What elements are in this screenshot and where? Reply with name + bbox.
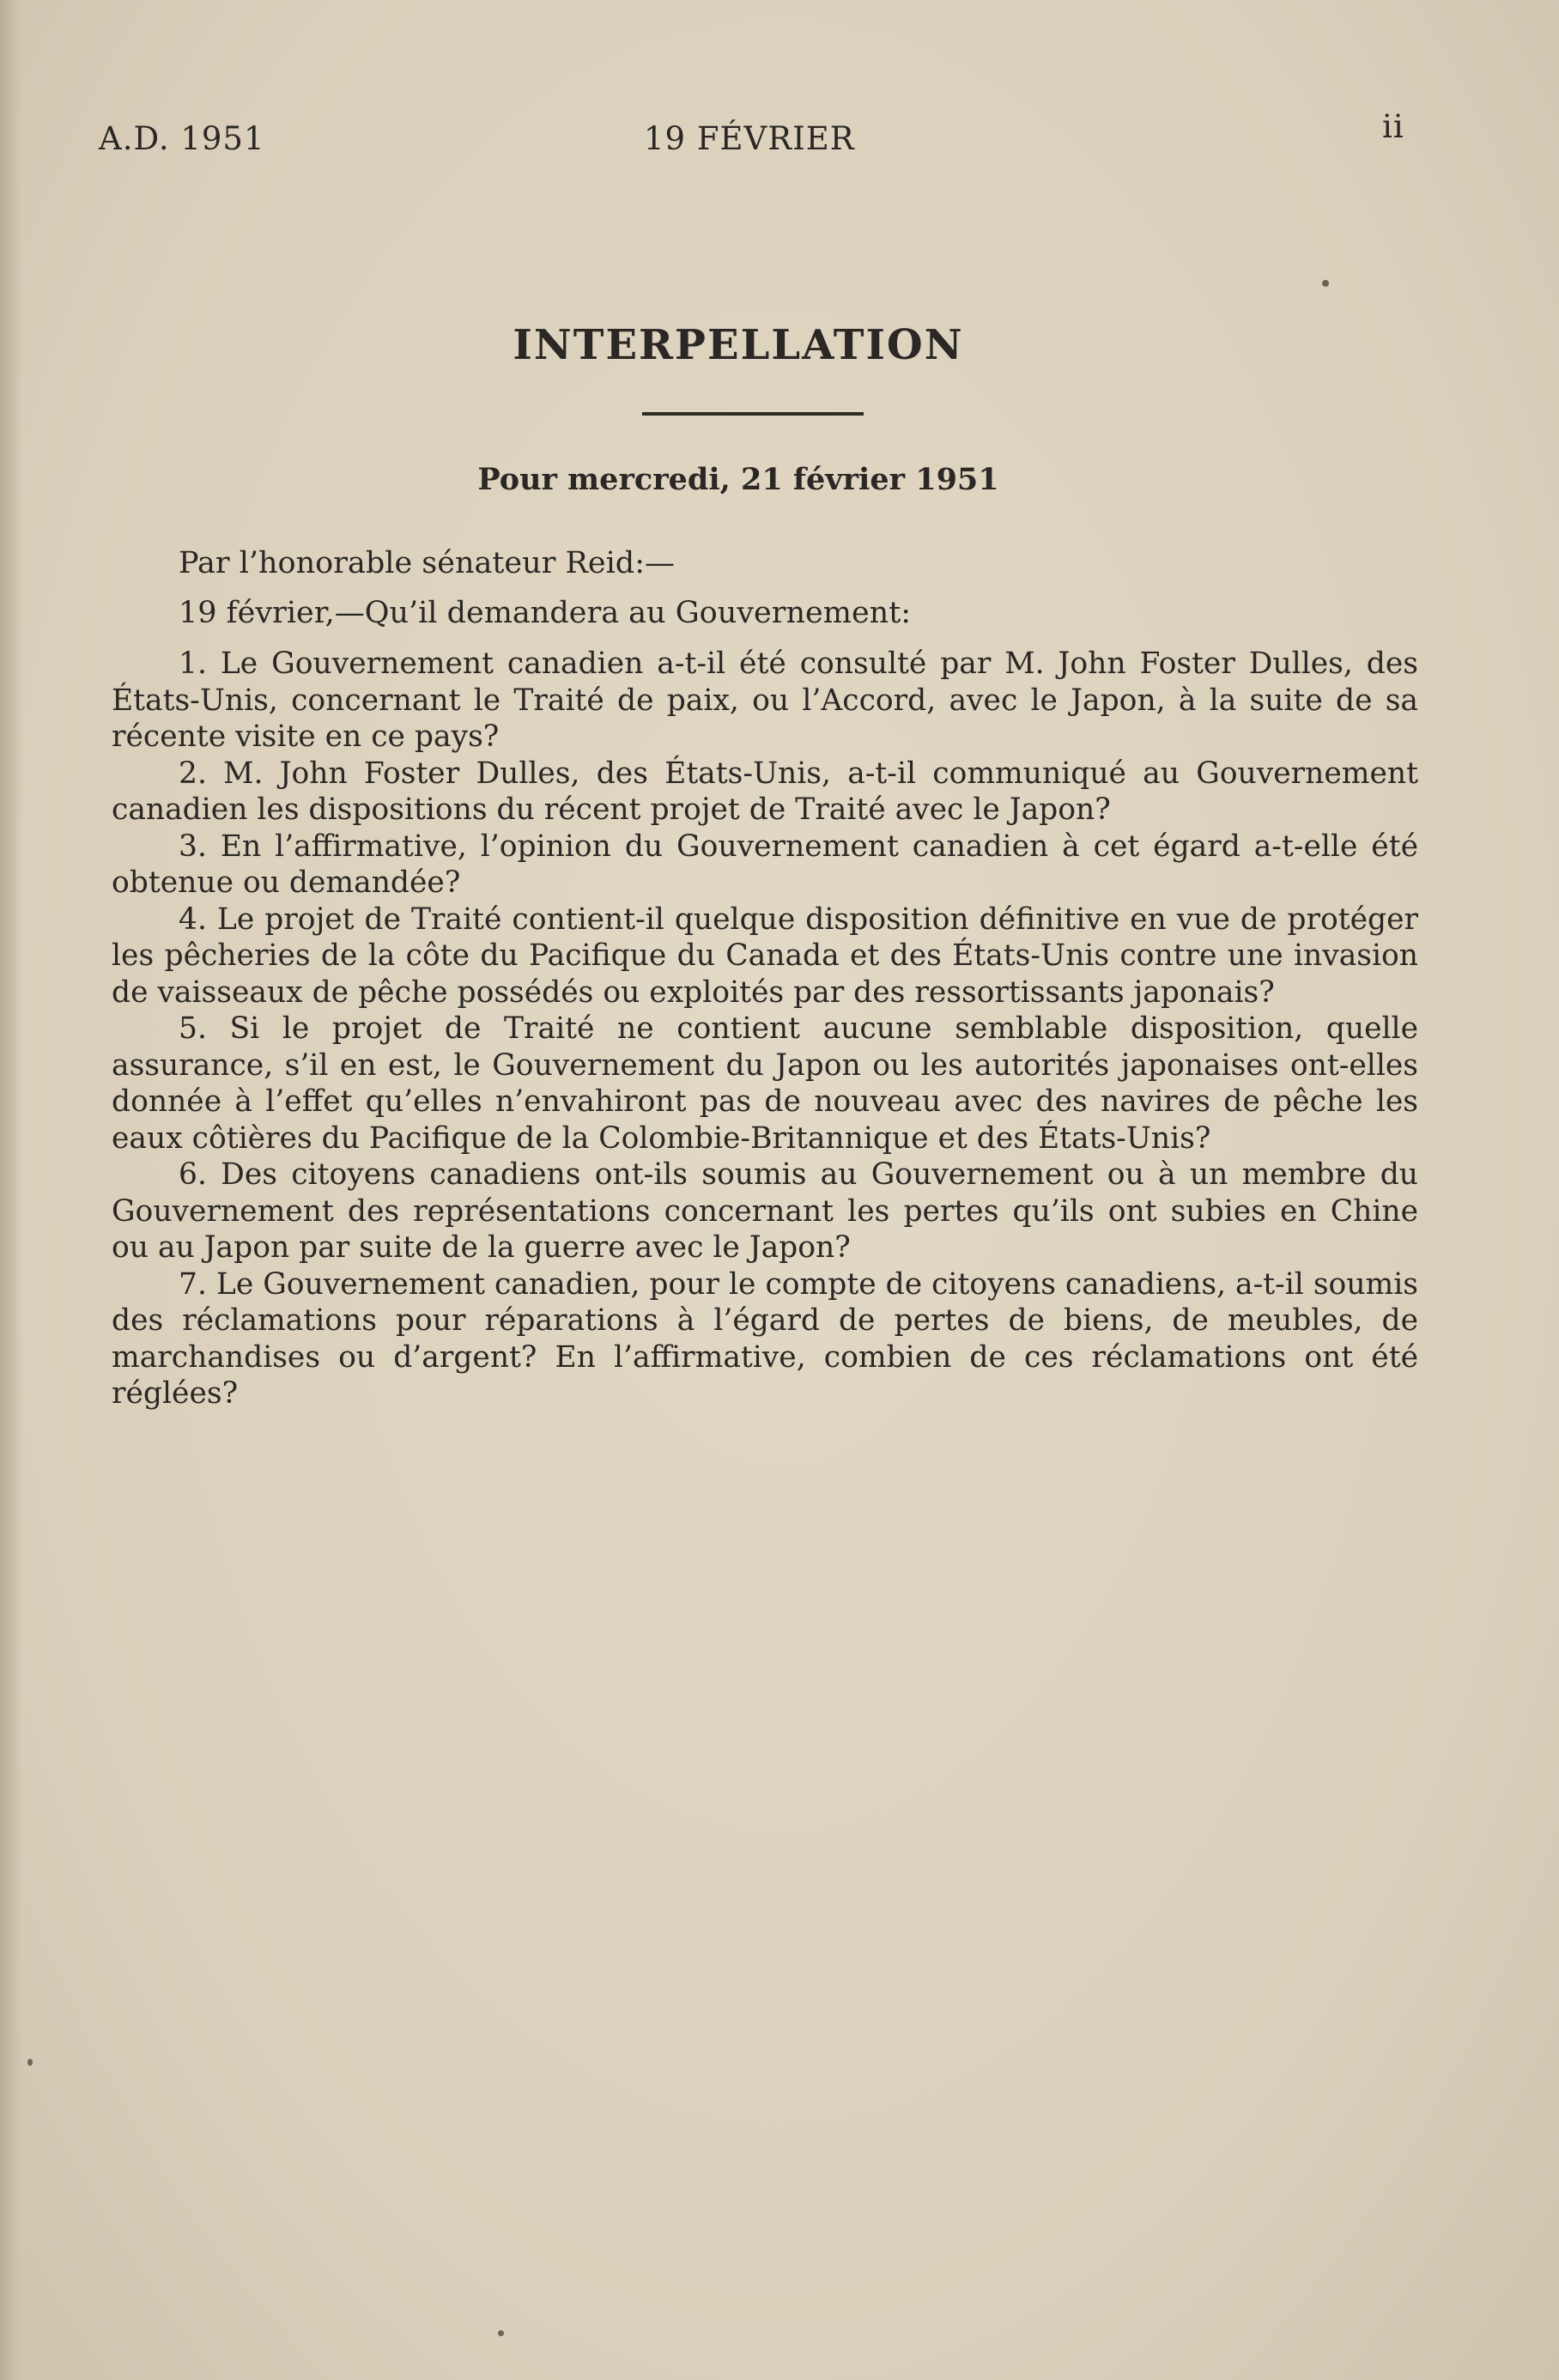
question-item-1: 1. Le Gouvernement canadien a-t-il été consulté par M. John Foster Dulles, des États-Unis, concernant le Traité de paix, ou l’Accord, avec le Japon, à la suite de sa récente visite en ce pays? — [112, 647, 1418, 754]
question-item-3: 3. En l’affirmative, l’opinion du Gouvernement canadien à cet égard a-t-elle été obtenue ou demandée? — [112, 829, 1418, 900]
question-item-7: 7. Le Gouvernement canadien, pour le compte de citoyens canadiens, a-t-il soumis des réclamations pour réparations à l’égard de pertes de biens, de meubles, de marchandises ou d’argent? En l’affirmative, combien de ces réclamations ont été réglées? — [112, 1266, 1418, 1411]
question-item-2: 2. M. John Foster Dulles, des États-Unis, a-t-il communiqué au Gouvernement canadien les dispositions du récent projet de Traité avec le Japon? — [112, 756, 1418, 827]
question-item-6: 6. Des citoyens canadiens ont-ils soumis au Gouvernement ou à un membre du Gouvernement des représentations concernant les pertes qu’ils ont subies en Chine ou au Japon par suite de la guerre avec le Japon? — [112, 1157, 1418, 1265]
paper-speck — [27, 2059, 33, 2066]
sitting-date: Pour mercredi, 21 février 1951 — [477, 462, 999, 497]
intro-motion: 19 février,—Qu’il demandera au Gouvernement: — [179, 596, 912, 630]
paper-speck — [1322, 280, 1329, 287]
page-title: INTERPELLATION — [513, 321, 964, 369]
title-divider — [642, 412, 864, 416]
header-year: A.D. 1951 — [99, 120, 265, 157]
paper-speck — [498, 2330, 504, 2336]
question-list — [112, 646, 1418, 1412]
header-date: 19 FÉVRIER — [644, 120, 855, 157]
question-item-5: 5. Si le projet de Traité ne contient aucune semblable disposition, quelle assurance, s’il en est, le Gouvernement du Japon ou les autorités japonaises ont-elles donnée à l’effet qu’elles n’envahiront pas de nouveau avec des navires de pêche les eaux côtières du Pacifique de la Colombie-Britannique et des États-Unis? — [112, 1011, 1418, 1156]
intro-senator: Par l’honorable sénateur Reid:— — [179, 546, 675, 580]
question-item-4: 4. Le projet de Traité contient-il quelque disposition définitive en vue de protéger les pêcheries de la côte du Pacifique du Canada et des États-Unis contre une invasion de vaisseaux de pêche possédés ou exploités par des ressortissants japonais? — [112, 902, 1418, 1010]
page-number: ii — [1382, 108, 1404, 145]
